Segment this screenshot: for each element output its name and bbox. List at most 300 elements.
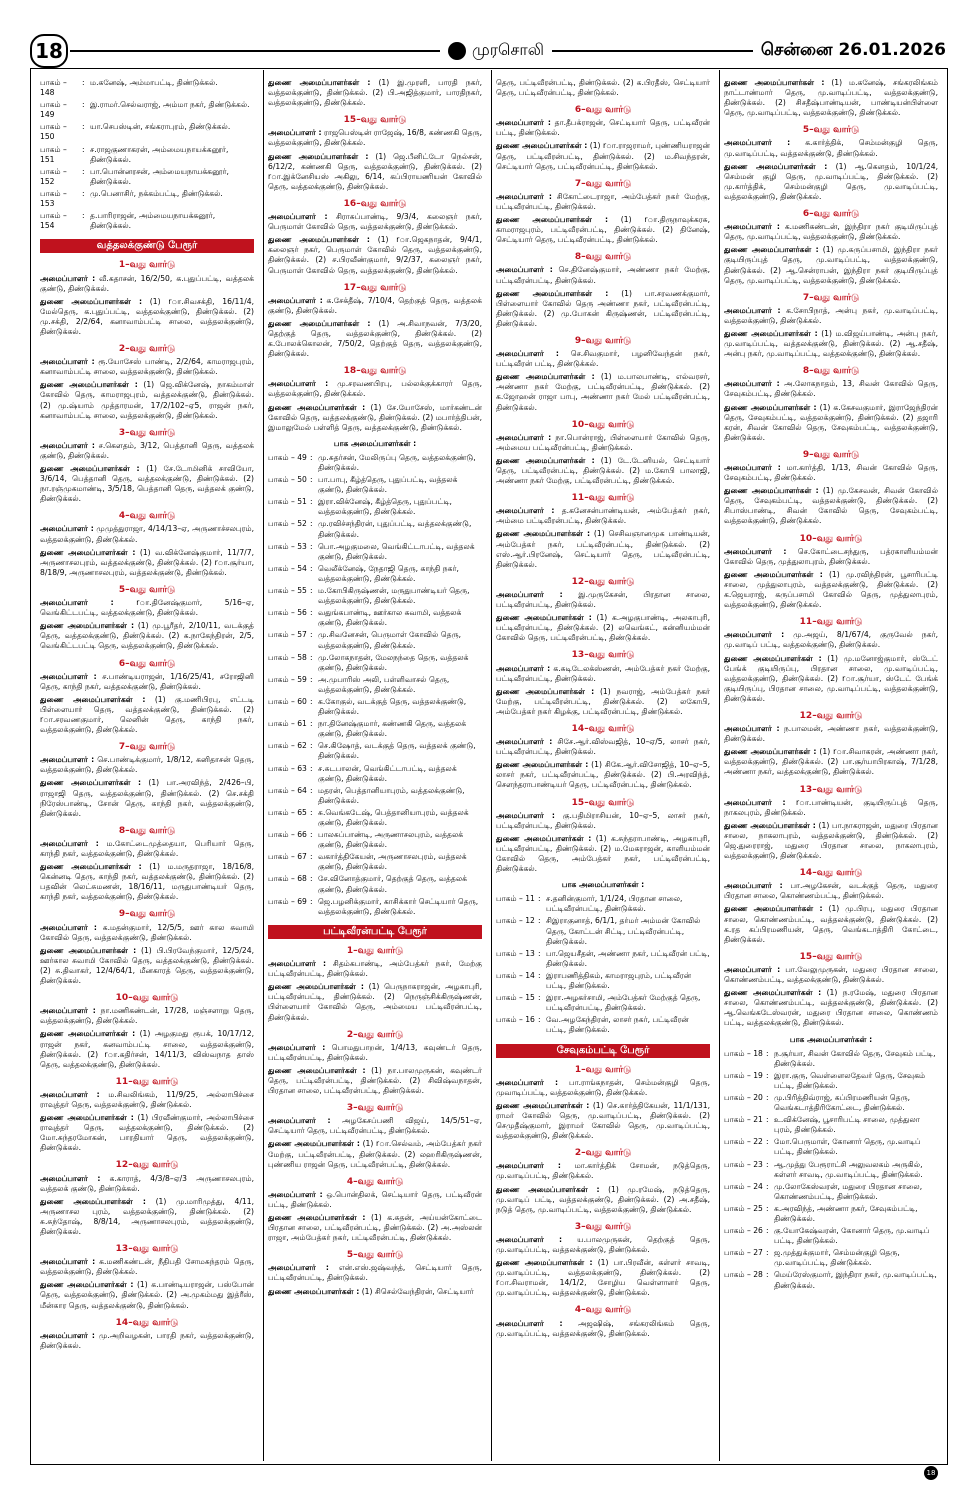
entry-label: துணை அமைப்பாளர்கள் :	[268, 1213, 366, 1222]
entry-text: (1) மு.பிரபு, மதுரை பிரதான சாலை, கொண்ணம்பட்டி, வத்தலக்குண்டு, திண்டுக்கல். (2) க.ரத கப்பிரமணியன், தெரு, வெங்கடாத்திரி கோட்டை, திண்டுக்கல்.	[724, 904, 938, 944]
column-4	[724, 78, 938, 1458]
organizer-entry	[40, 862, 254, 902]
booth-row	[268, 764, 482, 784]
booth-number: பாகம் – 14	[496, 970, 535, 980]
entry-text: (1) rா.திருநாவுக்கரசு, காமராஜபுரம், பட்டிவீரன்பட்டி, திண்டுக்கல். (2) தினேஷ், செட்டியார் தெரு, பட்டிவீரன்பட்டி, திண்டுக்கல்.	[496, 215, 710, 245]
ward-heading: 15–வது வார்டு	[343, 115, 407, 126]
booth-number: பாகம் – 150	[40, 122, 67, 142]
entry-label: அமைப்பாளர் :	[40, 1089, 100, 1099]
booth-row	[268, 741, 482, 761]
organizer-entry	[268, 1139, 482, 1169]
booth-number: பாகம் – 68	[268, 874, 307, 884]
entry-label: அமைப்பாளர் :	[724, 881, 783, 891]
entry-label: அமைப்பாளர் :	[40, 671, 97, 681]
separator: :	[82, 100, 85, 110]
booth-number: பாகம் – 66	[268, 830, 307, 840]
entry-text: தெரு, பட்டிவீரன்பட்டி, திண்டுக்கல். (2) க.பிரதீஸ், செட்டியார் தெரு, பட்டிவீரன்பட்டி, திண்டுக்கல்.	[496, 78, 710, 98]
entry-text: செ.கோட்டைசந்துரு, பத்ரகாளியம்மன் கோவில் தெரு, முத்துலாபுரம், திண்டுக்கல்.	[724, 546, 938, 566]
booth-number: பாகம் – 58	[268, 652, 307, 662]
entry-text: (1) பெருநாகராஜன், அழகாபுரி, பட்டிவீரன்பட்டி, திண்டுக்கல். (2) நெருஞ்சிக்கிருஷ்ணன், பிள்ளையார் கோவில் தெரு, அம்மைய பட்டிவீரன்பட்டி, திண்டுக்கல்.	[268, 982, 482, 1022]
masthead-title: முரசொலி	[472, 40, 544, 59]
ward-heading: 14–வது வார்டு	[115, 1317, 179, 1328]
entry-text: ரூ.யோசேஸ் பாண்டி, 2/2/64, காமராஜபுரம், கனாவாம்பட்டி சாலை, வத்தலக்குண்டு, திண்டுக்கல்.	[40, 357, 254, 377]
booth-number: பாகம் – 61	[268, 719, 307, 729]
entry-label: துணை அமைப்பாளர்கள் :	[496, 529, 591, 539]
separator: :	[310, 541, 313, 551]
entry-label: துணை அமைப்பாளர்கள் :	[40, 694, 146, 704]
booth-organizer: வதுங்கபாண்டி, ஊர்கால சுவாமி, வத்தலக் குண்டு, திண்டுக்கல்.	[318, 608, 462, 628]
separator: :	[82, 211, 85, 221]
organizer-entry	[496, 1101, 710, 1141]
organizer-entry	[724, 798, 938, 818]
entry-text: (1) ந.ரமேஷ், மதுரை பிரதான சாலை, கொண்ணம்பட்டி, வத்தலக்குண்டு, திண்டுக்கல். (2) ஆ.வெங்கடேஸ்வரன், மதுரை பிரதான சாலை, கொண்ணம் பட்டி, வத்தலக்குண்டு, திண்டுக்கல்.	[724, 988, 938, 1028]
entry-label: துணை அமைப்பாளர்கள் :	[40, 1113, 134, 1123]
organizer-entry	[496, 78, 710, 98]
entry-label: அமைப்பாளர் :	[40, 357, 95, 367]
city-date: சென்னை 26.01.2026	[753, 34, 946, 66]
ward-heading: 6–வது வார்டு	[574, 105, 632, 116]
organizer-entry	[724, 654, 938, 704]
entry-label: அமைப்பாளர் :	[268, 959, 326, 969]
ward-heading: 13–வது வார்டு	[799, 784, 863, 795]
entry-label: துணை அமைப்பாளர்கள் :	[40, 1029, 136, 1039]
separator: :	[82, 188, 85, 198]
booth-number: பாகம் – 154	[40, 211, 67, 231]
entry-label: அமைப்பாளர் :	[268, 1263, 329, 1273]
entry-text: (1) மு.மனோஜ்குமார், ஸ்டேட் பேங்க் குடியிருப்பு, பிரதான சாலை, மு.வாடிப்பட்டி, வத்தலக்குண்டு, திண்டுக்கல். (2) rா.சூர்யா, ஸ்டேட் பேங்க் குடியிருப்பு, பிரதான சாலை, மு.வாடிப்பட்டி, வத்தலக்குண்டு, திண்டுக்கல்.	[724, 653, 938, 703]
entry-text: (1) பா.பிரவீன், கள்ளர் சாவடி, மு.வாடிப்பட்டி, வத்தலக்குண்டு, திண்டுக்கல். (2) rா.சிவராமன், 14/1/2, சோழிய வெள்ளாளர் தெரு, மு.வாடிப்பட்டி, வத்தலக்குண்டு, திண்டுக்கல்.	[496, 1258, 710, 1298]
organizer-entry	[40, 1006, 254, 1026]
entry-text: (1) பா.அரவிந்த், 2/426–பி, ராஜாஜி தெரு, வத்தலக்குண்டு, திண்டுக்கல். (2) செ.சக்தி நிரேஸ்பாண்டி, சோன் தெரு, காந்தி நகர், வத்தலக்குண்டு, திண்டுக்கல்.	[40, 778, 254, 818]
organizer-entry	[268, 403, 482, 433]
entry-text: (1) இ.முரளி, பாரதி நகர், வத்தலக்குண்டு, திண்டுக்கல். (2) பி.அஜித்குமார், பாரதிநகர், வத்தலக்குண்டு, திண்டுக்கல்.	[268, 78, 482, 108]
organizer-entry	[268, 379, 482, 399]
booth-row	[268, 808, 482, 828]
separator: :	[310, 630, 313, 640]
entry-text: (1) நவராஜ், அம்பேத்கர் நகர் மேற்கு, பட்டிவீரன்பட்டி, திண்டுக்கல். (2) லகோபி, அம்பேத்கர் நகர் கிழக்கு, பட்டிவீரன்பட்டி, திண்டுக்கல்.	[496, 686, 710, 716]
booth-organizer: ச.ராஜகுணாகரன், அம்மையநாயக்கனூர், திண்டுக்கல்.	[90, 144, 229, 164]
entry-label: அமைப்பாளர் :	[496, 432, 552, 442]
entry-text: பா.ராங்கநாதன், செம்மன்குழி தெரு, முவாடிப்பட்டி, வத்தலக்குண்டு, திண்டுக்கல்.	[496, 1077, 710, 1097]
separator: :	[82, 144, 85, 154]
booth-number: பாகம் – 152	[40, 166, 67, 186]
entry-label: துணை அமைப்பாளர்கள் :	[496, 372, 595, 382]
ward-heading: 3–வது வார்டு	[118, 427, 176, 438]
booth-row	[40, 145, 254, 165]
entry-text: க.சுடிடேலக்ஸ்ணன், அம்பேத்கர் நகர் மேற்கு, பட்டிவீரன்பட்டி, திண்டுக்கல்.	[496, 663, 710, 683]
organizer-entry	[724, 78, 938, 118]
entry-text: பொமதுபாறன், 1/4/13, கவுண்டர் தெரு, பட்டிவீரன்பட்டி, திண்டுக்கல்.	[268, 1042, 482, 1062]
booth-number: பாகம் – 25	[724, 1203, 763, 1213]
booth-row	[268, 897, 482, 917]
booth-row	[496, 894, 710, 914]
booth-row	[496, 916, 710, 946]
entry-label: அமைப்பாளர் :	[496, 1077, 559, 1087]
entry-label: துணை அமைப்பாளர்கள் :	[40, 547, 136, 557]
booth-organizer: மு.லோகேஸ்வரன், மதுரை பிரதான சாலை, கொண்ணம்பட்டி, திண்டுக்கல்.	[774, 1181, 923, 1201]
entry-text: (1) rா.ஜெகநாதன், 9/4/1, கலைஞர் நகர், பெருமாள் கோவில் தெரு, வத்தலக்குண்டு, திண்டுக்கல். (2) ச.பிரவீண்குமார், 9/2/37, கலைஞர் நகர், பெருமாள் கோவில் தெரு, வத்தலக்குண்டு, திண்டுக்கல்.	[268, 235, 482, 275]
column-2	[268, 78, 482, 1458]
booth-row	[724, 1226, 938, 1246]
entry-label: துணை அமைப்பாளர்கள் :	[724, 78, 825, 87]
booth-organizer: க.கோகுல், வடக்குத் தெரு, வத்தலக்குண்டு, திண்டுக்கல்.	[318, 696, 467, 717]
booth-row	[268, 675, 482, 695]
entry-label: துணை அமைப்பாளர்கள் :	[496, 215, 609, 225]
entry-text: (1) மு.ரமேஷ், நடுத்தெரு, மு.வாடிப் பட்டி, வத்தலக்குண்டு, திண்டுக்கல். (2) அ.சதீஷ், நடுத் தெரு, மு.வாடிப்பட்டி, வத்தலக்குண்டு, திண்டுக்கல்.	[496, 1184, 710, 1214]
booth-row	[496, 993, 710, 1013]
entry-text: (1) பிரவீண்குமார், அல்லாபிச்சை ராவுத்தர் தெரு, வத்தலக்குண்டு, திண்டுக்கல். (2) மோ.சுந்தரமோகன், பாரதியார் தெரு, வத்தலக்குண்டு, திண்டுக்கல்.	[40, 1113, 254, 1153]
entry-text: செ.தினேஷ்குமார், அண்ணா நகர் மேற்கு, பட்டிவீரன்பட்டி, திண்டுக்கல்.	[496, 265, 710, 285]
separator: :	[766, 1070, 769, 1080]
entry-label: துணை அமைப்பாளர்கள் :	[724, 569, 823, 579]
ward-heading: 5–வது வார்டு	[118, 584, 176, 595]
organizer-entry	[496, 1319, 710, 1339]
entry-text: என்.எஸ்.ஜஷ்வந்த், செட்டியார் தெரு, பட்டிவீரன்பட்டி, திண்டுக்கல்.	[268, 1263, 482, 1283]
entry-text: மு.அறிவழகன், பாரதி நகர், வத்தலக்குண்டு, திண்டுக்கல்.	[40, 1330, 254, 1350]
entry-text: முமுத்துராஜா, 4/14/13–ஏ, அருணாச்சலபுரம், வத்தலக்குண்டு, திண்டுக்கல்.	[40, 524, 254, 544]
organizer-entry	[724, 747, 938, 777]
ward-heading: 5–வது வார்டு	[346, 1250, 404, 1261]
entry-text: (1) க.சுந்தராபாண்டி, அழகாபுரி, பட்டிவீரன்பட்டி, திண்டுக்கல். (2) ம.மேகராஜன், காளியம்மன் கோவில் தெரு, அம்பேத்கர் நகர், பட்டிவீரன்பட்டி, திண்டுக்கல்.	[496, 833, 710, 874]
ward-heading: 8–வது வார்டு	[574, 252, 632, 263]
separator: :	[538, 894, 541, 904]
booth-row	[724, 1137, 938, 1157]
entry-label: அமைப்பாளர் :	[40, 273, 96, 283]
entry-text: செ.சிவகுமார், பழனிவேந்தன் நகர், பட்டிவீரன் பட்டி, திண்டுக்கல்.	[496, 349, 710, 369]
booth-number: பாகம் – 15	[496, 993, 535, 1003]
booth-row	[268, 453, 482, 473]
entry-label: துணை அமைப்பாளர்கள் :	[724, 904, 823, 914]
entry-text: த.கனேசன்பாண்டியன், அம்பேத்கர் நகர், அம்மை பட்டிவீரன்பட்டி, திண்டுக்கல்.	[496, 506, 710, 526]
entry-label: துணை அமைப்பாளர்கள் :	[724, 653, 822, 663]
entry-label: துணை அமைப்பாளர்கள் :	[268, 78, 371, 87]
entry-label: அமைப்பாளர் :	[496, 1234, 563, 1244]
entry-label: அமைப்பாளர் :	[268, 128, 322, 138]
booth-organizer: இ.ராமர்.செல்வராஜ், அம்மா நகர், திண்டுக்கல்.	[90, 100, 250, 110]
organizer-entry	[496, 613, 710, 643]
booth-number: பாகம் – 60	[268, 696, 307, 706]
entry-text: அ.லோகநாதம், 13, சிவன் கோவில் தெரு, சேவுகம்பட்டி, திண்டுக்கல்.	[724, 379, 938, 399]
booth-number: பாகம் – 151	[40, 144, 67, 164]
booth-number: பாகம் – 52	[268, 519, 307, 529]
organizer-entry	[268, 1287, 482, 1297]
entry-text: செ.பாண்டிக்குமார், 1/8/12, கனிதாசன் தெரு, வத்தலக்குண்டு, திண்டுக்கல்.	[40, 755, 254, 775]
organizer-entry	[268, 1066, 482, 1096]
entry-label: அமைப்பாளர் :	[724, 797, 786, 807]
entry-label: துணை அமைப்பாளர்கள் :	[724, 747, 817, 757]
organizer-entry	[496, 372, 710, 412]
separator: :	[310, 497, 313, 507]
ward-heading: 5–வது வார்டு	[802, 125, 860, 136]
separator: :	[538, 948, 541, 958]
entry-label: துணை அமைப்பாளர்கள் :	[496, 1258, 593, 1268]
organizer-entry	[268, 128, 482, 148]
organizer-entry	[40, 923, 254, 943]
organizer-entry	[268, 1116, 482, 1136]
entry-text: ந.பாலமன், அண்ணா நகர், வத்தலக்குண்டு, திண்டுக்கல்.	[724, 724, 938, 744]
entry-label: துணை அமைப்பாளர்கள் :	[724, 245, 819, 255]
organizer-entry	[724, 547, 938, 567]
booth-organizer: ஜ.முத்துக்குமார், செம்மன்குழி தெரு, மு.வாடிப்பட்டி, திண்டுக்கல்.	[774, 1248, 900, 1268]
separator: :	[82, 78, 85, 87]
entry-text: (1) rா.சிவாகரன், அண்ணா நகர், வத்தலக்குண்டு, திண்டுக்கல். (2) பா.சூர்யாபிரகாஷ், 7/1/28, அண்ணா நகர், வத்தலக்குண்டு, திண்டுக்கல்.	[724, 747, 938, 777]
booth-organizer: இரா.விக்னேஷ், கீழ்த்தெரு, புதுப்பட்டி, வத்தலக்குண்டு, திண்டுக்கல்.	[318, 497, 452, 517]
entry-text: சிராசுப்பாண்டி, 9/3/4, கலைஞர் நகர், பெருமாள் கோவில் தெரு, வத்தலக்குண்டு, திண்டுக்கல்.	[268, 212, 482, 232]
entry-text: (1) ஜெ.பீனிட்டோ நெல்சன், 6/12/2, கண்ணகி தெரு, வத்தலக்குண்டு, திண்டுக்கல். (2) rா.இக்னேசியஸ் அகிலு, 6/14, கப்பிராயணியன் கோவில் தெரு, வத்தலக்குண்டு, திண்டுக்கல்.	[268, 151, 482, 191]
booth-organizer: பாலசுப்பாண்டி, அருணாசலபுரம், வத்தலக் குண்டு, திண்டுக்கல்.	[318, 830, 464, 850]
entry-label: அமைப்பாளர் :	[724, 379, 780, 389]
entry-text: rா.பாண்டியன், குடியிருப்புத் தெரு, நாகலபுரம், திண்டுக்கல்.	[724, 797, 938, 817]
booth-number: பாகம் – 23	[724, 1159, 763, 1169]
booth-number: பாகம் – 149	[40, 100, 67, 120]
entry-text: (1) பா.நாகராஜன், மதுரை பிரதான சாலை, நாகலாபுரம், வத்தலக்குண்டு, திண்டுக்கல். (2) ஜெ.துரைராஜ், மதுரை பிரதான சாலை, நாகலாபுரம், வத்தலக்குண்டு, திண்டுக்கல்.	[724, 820, 938, 861]
column-3	[496, 78, 710, 1458]
booth-number: பாகம் – 56	[268, 608, 307, 618]
entry-label: அமைப்பாளர் :	[268, 295, 323, 305]
entry-label: துணை அமைப்பாளர்கள் :	[724, 988, 822, 998]
organizer-entry	[40, 778, 254, 818]
entry-text: (1) க.அழகுபாண்டி, அலகாபுரி, பட்டிவீரன்பட்டி, திண்டுக்கல். (2) லவெங்கட், கன்னியம்மன் கோவில் தெரு, பட்டிவீரன்பட்டி, திண்டுக்கல்.	[496, 613, 710, 643]
separator: :	[310, 830, 313, 840]
booth-number: பாகம் – 69	[268, 896, 307, 906]
entry-label: அமைப்பாளர் :	[40, 838, 99, 848]
booth-row	[268, 653, 482, 673]
booth-row	[724, 1182, 938, 1202]
ward-heading: 4–வது வார்டு	[346, 1176, 404, 1187]
separator: :	[766, 1270, 769, 1280]
separator: :	[310, 741, 313, 751]
ward-heading: 4–வது வார்டு	[118, 511, 176, 522]
booth-organizer: பா.பாபு, கீழ்த்தெரு, புதுப்பட்டி, வத்தலக் குண்டு, திண்டுக்கல்.	[318, 475, 458, 495]
entry-label: அமைப்பாளர் :	[724, 305, 781, 315]
booth-number: பாகம் – 51	[268, 497, 307, 507]
entry-label: அமைப்பாளர் :	[724, 222, 780, 232]
entry-label: துணை அமைப்பாளர்கள் :	[724, 820, 816, 830]
subsection-heading: பாக அமைப்பாளர்கள் :	[561, 880, 645, 890]
entry-text: (1) மு.மாரிமுத்து, 4/11, அருணாசல புரம், வத்தலக்குண்டு, திண்டுக்கல். (2) சு.சுந்தோஷ், 8/8/14, அருணாசலபுரம், வத்தலக்குண்டு, திண்டுக்கல்.	[40, 1196, 254, 1236]
entry-text: (1) ஆ.கௌதம், 10/1/24, செம்மன் குழி தெரு, மு.வாடிப்பட்டி, திண்டுக்கல். (2) மு.கார்த்திக், செம்மன்குழி தெரு, மு.வாடிப்பட்டி, வத்தலக்குண்டு, திண்டுக்கல்.	[724, 161, 938, 201]
organizer-entry	[40, 598, 254, 618]
ward-heading: 12–வது வார்டு	[799, 710, 863, 721]
entry-label: அமைப்பாளர் :	[40, 1173, 101, 1183]
entry-label: துணை அமைப்பாளர்கள் :	[496, 455, 595, 465]
entry-text: (1) மு.ரவிந்திரன், பூசாரிபட்டி சாலை, முத்துலாபுரம், வத்தலக்குண்டு, திண்டுக்கல். (2) க.ஜெயராஜ், கருப்பசாமி கோவில் தெரு, முத்துலாபுரம், வத்தலக்குண்டு, திண்டுக்கல்.	[724, 569, 938, 610]
organizer-entry	[724, 881, 938, 901]
organizer-entry	[496, 1078, 710, 1098]
booth-number: பாகம் – 148	[40, 78, 67, 98]
entry-text: ராஜபெஸ்டின் ராஜேஷ், 16/8, கண்ணகி தெரு, வத்தலக்குண்டு, திண்டுக்கல்.	[268, 128, 482, 148]
ward-heading: 15–வது வார்டு	[799, 951, 863, 962]
entry-label: அமைப்பாளர் :	[724, 138, 791, 148]
subsection-heading: பாக அமைப்பாளர்கள் :	[333, 438, 417, 448]
entry-label: துணை அமைப்பாளர்கள் :	[724, 328, 818, 338]
booth-row	[724, 1093, 938, 1113]
entry-text: (1) செசிவஞானமுக பாண்டியன், அம்பேத்கர் நகர், பட்டிவீரன்பட்டி, திண்டுக்கல். (2) எஸ்.ஆர்.பிரனேஷ், செட்டியார் தெரு, பட்டிவீரன்பட்டி, திண்டுக்கல்.	[496, 529, 710, 569]
entry-text: க.சேக்தீஷ், 7/10/4, தெற்குத் தெரு, வத்தலக் குண்டு, திண்டுக்கல்.	[268, 295, 482, 315]
booth-organizer: மு.சுதர்சன், மேலிருப்பு தெரு, வத்தலக்குண்டு, திண்டுக்கல்.	[318, 452, 476, 472]
organizer-entry	[496, 141, 710, 171]
entry-label: அமைப்பாளர் :	[496, 663, 551, 673]
ward-heading: 9–வது வார்டு	[802, 449, 860, 460]
organizer-entry	[724, 463, 938, 483]
entry-label: துணை அமைப்பாளர்கள் :	[40, 296, 143, 306]
booth-organizer: சிஇராகுனாத், 6/1/1, தர்மர் அம்மன் கோவில் தெரு, கோட்டன் சிட்டி, பட்டிவீரன்பட்டி, திண்டுக்கல்.	[546, 916, 701, 946]
entry-label: துணை அமைப்பாளர்கள் :	[40, 380, 138, 390]
entry-label: அமைப்பாளர் :	[496, 191, 552, 201]
separator: :	[538, 916, 541, 926]
entry-text: க.மதன்குமார், 12/5/5, ஊர் கால சுவாமி கோவில் தெரு, வத்தலக்குண்டு, திண்டுக்கல்.	[40, 922, 254, 942]
entry-text: மா.கார்த்திக் சோமன், நடுத்தெரு, மு.வாடிப்பட்டி, திண்டுக்கல்.	[496, 1161, 710, 1181]
organizer-entry	[724, 965, 938, 985]
organizer-entry	[496, 529, 710, 569]
separator: :	[310, 608, 313, 618]
organizer-entry	[40, 695, 254, 735]
entry-label: துணை அமைப்பாளர்கள் :	[724, 161, 828, 171]
entry-text: (1) rா.ராஜராமர், புண்ணியராஜன் தெரு, பட்டிவீரன்பட்டி, திண்டுக்கல். (2) ம.சிவந்தரன், செட்டியார் தெரு, பட்டிவீரன்பட்டி, திண்டுக்கல்.	[496, 141, 710, 171]
booth-number: பாகம் – 18	[724, 1048, 763, 1058]
entry-label: துணை அமைப்பாளர்கள் :	[40, 464, 140, 473]
entry-label: துணை அமைப்பாளர்கள் :	[268, 151, 369, 161]
organizer-entry	[724, 379, 938, 399]
organizer-entry	[268, 319, 482, 359]
entry-text: க.கார்த்திக், செம்மன்குழி தெரு, மு.வாடிப்பட்டி, வத்தலக்குண்டு, திண்டுக்கல்.	[724, 138, 938, 158]
organizer-entry	[40, 1029, 254, 1069]
ward-heading: 13–வது வார்டு	[571, 650, 635, 661]
entry-label: துணை அமைப்பாளர்கள் :	[496, 613, 592, 623]
entry-text: க.சோபிநாத், அன்பு நகர், மு.வாடிப்பட்டி, வத்தலக்குண்டு, திண்டுக்கல்.	[724, 305, 938, 325]
entry-label: துணை அமைப்பாளர்கள் :	[40, 1280, 134, 1290]
entry-label: அமைப்பாளர் :	[40, 598, 114, 608]
booth-organizer: சு.வெங்கடேஷ், பெத்தானியாபுரம், வத்தலக் குண்டு, திண்டுக்கல்.	[318, 807, 469, 827]
booth-organizer: வகார்த்திகேயன், அருணாசலபுரம், வத்தலக் குண்டு, திண்டுக்கல்.	[318, 852, 467, 872]
booth-row	[268, 830, 482, 850]
booth-row	[40, 211, 254, 231]
entry-text: மு.அஜய், 8/1/67/4, குருவேல் நகர், மு.வாடிப் பட்டி, வத்தலக்குண்டு, திண்டுக்கல்.	[724, 630, 938, 650]
booth-organizer: ஆ.முத்து பேரூராட்சி அலுவலகம் அருகில், கள்ளர் சாவடி, மு.வாடிப்பட்டி, திண்டுக்கல்.	[774, 1159, 923, 1179]
entry-label: அமைப்பாளர் :	[40, 922, 97, 932]
separator: :	[766, 1137, 769, 1147]
booth-organizer: ம.கனேஷ், அம்மாபட்டி, திண்டுக்கல்.	[90, 78, 218, 87]
booth-organizer: பொ.அழகுமலை, வெங்கிட்டாபட்டி, வத்தலக் குண்டு, திண்டுக்கல்.	[318, 541, 475, 561]
booth-number: பாகம் – 28	[724, 1270, 763, 1280]
entry-text: (1) க.பாண்டியராஜன், பஸ்போன் தெரு, வத்தலக்குண்டு, திண்டுக்கல். (2) அ.முகம்மது இத்ரீஸ், மீன்கார தெரு, வத்தலக்குண்டு, திண்டுக்கல்.	[40, 1280, 254, 1310]
entry-label: துணை அமைப்பாளர்கள் :	[40, 1196, 146, 1206]
booth-organizer: மு.பெனாசிர், நக்கம்பட்டி, திண்டுக்கல்.	[90, 188, 223, 198]
separator: :	[766, 1048, 769, 1058]
entry-label: துணை அமைப்பாளர்கள் :	[724, 486, 819, 496]
separator: :	[310, 696, 313, 706]
booth-number: பாகம் – 11	[496, 894, 535, 904]
logo-icon	[448, 42, 466, 60]
section-heading: வத்தலக்குண்டு பேரூர்	[40, 239, 254, 253]
ward-heading: 3–வது வார்டு	[574, 1221, 632, 1232]
separator: :	[310, 874, 313, 884]
entry-text: (1) சே.டோமினிக் சாவியோ, 3/6/14, பெத்தானி தெரு, வத்தலக்குண்டு, திண்டுக்கல். (2) நா.ரஞ்முகமாண்டி, 3/5/18, பெத்தானி தெரு, வத்தலக் குண்டு, திண்டுக்கல்.	[40, 464, 254, 504]
organizer-entry	[40, 1174, 254, 1194]
entry-label: துணை அமைப்பாளர்கள் :	[268, 1286, 360, 1296]
organizer-entry	[40, 548, 254, 578]
booth-number: பாகம் – 64	[268, 785, 307, 795]
entry-text: பா.வேலுமுருகன், மதுரை பிரதான சாலை, கொண்ணம்பட்டி, வத்தலக்குண்டு, திண்டுக்கல்.	[724, 964, 938, 985]
ward-heading: 11–வது வார்டு	[571, 493, 635, 504]
organizer-entry	[40, 1090, 254, 1110]
ward-heading: 18–வது வார்டு	[343, 366, 407, 377]
organizer-entry	[268, 1190, 482, 1210]
booth-number: பாகம் – 19	[724, 1070, 763, 1080]
organizer-entry	[496, 760, 710, 790]
booth-number: பாகம் – 27	[724, 1248, 763, 1258]
organizer-entry	[40, 1257, 254, 1277]
booth-organizer: சே.வினோத்குமார், தெற்குத் தெரு, வத்தலக் குண்டு, திண்டுக்கல்.	[318, 874, 468, 894]
booth-row	[268, 519, 482, 539]
booth-row	[268, 697, 482, 717]
organizer-entry	[496, 265, 710, 285]
entry-label: துணை அமைப்பாளர்கள் :	[268, 235, 370, 245]
entry-text: (1) ஜெ.விக்னேஷ், நாகம்மாள் கோவில் தெரு, காமராஜபுரம், வத்தலக்குண்டு, திண்டுக்கல். (2) மு.ஷ்யாம் முத்தாரமன், 17/2/102–ஏ5, ராஜன் நகர், கனாவாம்பட்டி சாலை, வத்தலக்குண்டு, திண்டுக்கல்.	[40, 380, 254, 420]
separator: :	[310, 563, 313, 573]
booth-number: பாகம் – 16	[496, 1015, 535, 1025]
entry-text: அஜஷிஷ், சங்கரலிங்கம் தெரு, மு.வாடிப்பட்டி, வத்தலக்குண்டு, திண்டுக்கல்.	[496, 1318, 710, 1338]
booth-row	[268, 874, 482, 894]
entry-text: (1) ம.விஜய்பாண்டி, அன்பு நகர், மு.வாடிப்பட்டி, வத்தலக்குண்டு, திண்டுக்கல். (2) ஆ.சதீஷ், அன்பு நகர், மு.வாடிப்பட்டி, வத்தலக்குண்டு, திண்டுக்கல்.	[724, 328, 938, 359]
booth-number: பாகம் – 21	[724, 1115, 763, 1125]
entry-label: துணை அமைப்பாளர்கள் :	[496, 760, 589, 770]
organizer-entry	[724, 821, 938, 861]
organizer-entry	[496, 687, 710, 717]
separator: :	[310, 852, 313, 862]
entry-label: அமைப்பாளர் :	[268, 1189, 323, 1199]
separator: :	[310, 519, 313, 529]
booth-row	[496, 949, 710, 969]
entry-label: அமைப்பாளர் :	[40, 1006, 96, 1016]
organizer-entry	[724, 486, 938, 526]
ward-heading: 10–வது வார்டு	[799, 533, 863, 544]
booth-row	[40, 100, 254, 120]
organizer-entry	[496, 1161, 710, 1181]
entry-text: வீ.கதாசன், 16/2/50, க.புதுப்பட்டி, வத்தலக் குண்டு, திண்டுக்கல்.	[40, 273, 254, 293]
entry-text: (1) டே.டேனியல், செட்டியார் தெரு, பட்டிவீரன்பட்டி, திண்டுக்கல். (2) ம.கோபி பாலாஜி, அண்ணா நகர் மேற்கு, பட்டிவீரன்பட்டி, திண்டுக்கல்.	[496, 455, 710, 486]
booth-row	[40, 78, 254, 98]
organizer-entry	[496, 289, 710, 329]
ward-heading: 15–வது வார்டு	[571, 797, 635, 808]
organizer-entry	[268, 982, 482, 1022]
entry-label: துணை அமைப்பாளர்கள் :	[496, 1184, 600, 1194]
entry-text: நா.பொன்ராஜ், பிள்ளையார் கோவில் தெரு, அம்மைய பட்டிவீரன்பட்டி, திண்டுக்கல்.	[496, 432, 710, 452]
organizer-entry	[40, 1197, 254, 1237]
booth-organizer: ஜெ.பழனிக்குமார், காசிக்கார் செட்டியார் தெரு, வத்தலக்குண்டு, திண்டுக்கல்.	[318, 896, 479, 916]
ward-heading: 10–வது வார்டு	[571, 419, 635, 430]
column-divider	[263, 70, 264, 1461]
organizer-entry	[724, 904, 938, 944]
booth-organizer: உ.விக்னேஷ், பூசாரிபட்டி சாலை, முத்துலா புரம், திண்டுக்கல்.	[774, 1115, 920, 1135]
organizer-entry	[40, 1113, 254, 1153]
booth-row	[268, 564, 482, 584]
entry-text: (1) நா.பாலமுருகன், கவுண்டர் தெரு, பட்டிவீரன்பட்டி, திண்டுக்கல். (2) சிவிஷ்வநாதன், பிரதான சாலை, பட்டிவீரன்பட்டி, திண்டுக்கல்.	[268, 1065, 482, 1096]
separator: :	[766, 1159, 769, 1169]
organizer-entry	[724, 329, 938, 359]
section-heading: சேவுகம்பட்டி பேரூர்	[496, 1044, 710, 1058]
ward-heading: 1–வது வார்டு	[574, 1064, 632, 1075]
booth-organizer: ச.தனின்குமார், 1/1/24, பிரதான சாலை, பட்டிவீரன்பட்டி, திண்டுக்கல்.	[546, 894, 683, 914]
organizer-entry	[496, 118, 710, 138]
entry-text: நா.மணிகண்டன், 17/28, மஞ்சளாறு தெரு, வத்தலக்குண்டு, திண்டுக்கல்.	[40, 1006, 254, 1026]
entry-text: சிகோட்டைராஜா, அம்பேத்கர் நகர் மேற்கு, பட்டிவீரன்பட்டி, திண்டுக்கல்.	[496, 191, 710, 211]
organizer-entry	[40, 1331, 254, 1351]
booth-row	[268, 542, 482, 562]
booth-number: பாகம் – 24	[724, 1181, 763, 1191]
entry-label: அமைப்பாளர் :	[40, 524, 94, 534]
entry-label: துணை அமைப்பாளர்கள் :	[724, 402, 817, 412]
